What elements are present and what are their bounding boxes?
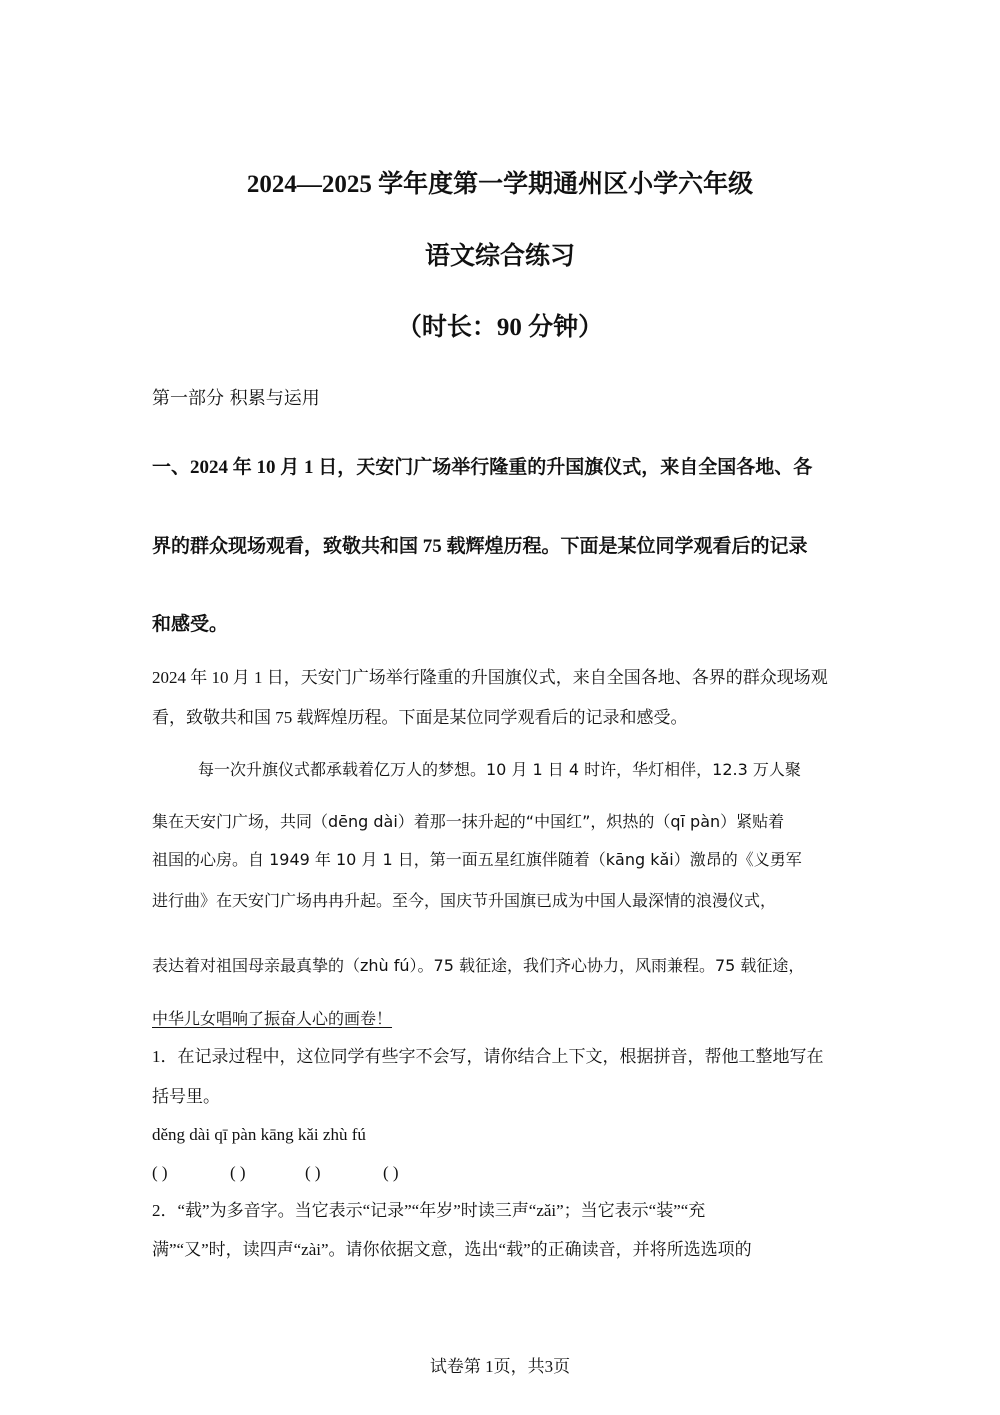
question-one-line-3: 和感受。: [152, 614, 229, 635]
passage-line-6: 中华儿女唱响了振奋人心的画卷！: [152, 1009, 393, 1028]
answer-blank-1[interactable]: ( ): [152, 1163, 168, 1182]
q2-line-2: 满”“又”时，读四声“zài”。请你依据文意，选出“载”的正确读音，并将所选选项的: [152, 1240, 752, 1259]
page-footer: 试卷第 1页，共3页: [429, 1357, 571, 1376]
passage-line-4: 进行曲》在天安门广场冉冉升起。至今，国庆节升国旗已成为中国人最深情的浪漫仪式，: [152, 891, 777, 910]
passage-line-3: 祖国的心房。自 1949 年 10 月 1 日，第一面五星红旗伴随着（kāng kǎi）激昂的《义勇军: [152, 850, 802, 869]
passage-line-1: 每一次升旗仪式都承载着亿万人的梦想。10 月 1 日 4 时许，华灯相伴，12.3 万人聚: [198, 760, 801, 779]
q1-line-2: 括号里。: [152, 1087, 220, 1106]
passage-line-2: 集在天安门广场，共同（dēng dài）着那一抹升起的“中国红”，炽热的（qī pàn）紧贴着: [152, 812, 785, 831]
answer-blank-2[interactable]: ( ): [230, 1163, 246, 1182]
passage-line-5: 表达着对祖国母亲最真挚的（zhù fú）。75 载征途，我们齐心协力，风雨兼程。75 载征途，: [152, 956, 805, 975]
part-heading: 第一部分 积累与运用: [152, 388, 320, 409]
question-one-line-1: 一、2024 年 10 月 1 日，天安门广场举行隆重的升国旗仪式，来自全国各地、各: [152, 457, 813, 478]
exam-title: 2024—2025 学年度第一学期通州区小学六年级: [246, 171, 754, 198]
exam-duration: （时长：90 分钟）: [396, 314, 604, 341]
intro-line-2: 看，致敬共和国 75 载辉煌历程。下面是某位同学观看后的记录和感受。: [152, 708, 688, 727]
q1-pinyin: děng dài qī pàn kāng kǎi zhù fú: [152, 1125, 366, 1144]
intro-line-1: 2024 年 10 月 1 日，天安门广场举行隆重的升国旗仪式，来自全国各地、各界的群众现场观: [152, 668, 828, 687]
exam-subject: 语文综合练习: [424, 243, 575, 270]
answer-blank-3[interactable]: ( ): [305, 1163, 321, 1182]
answer-blank-4[interactable]: ( ): [383, 1163, 399, 1182]
question-one-line-2: 界的群众现场观看，致敬共和国 75 载辉煌历程。下面是某位同学观看后的记录: [152, 536, 808, 557]
q2-line-1: 2．“载”为多音字。当它表示“记录”“年岁”时读三声“zǎi”；当它表示“装”“充: [152, 1201, 706, 1220]
q1-line-1: 1．在记录过程中，这位同学有些字不会写，请你结合上下文，根据拼音，帮他工整地写在: [152, 1047, 824, 1066]
